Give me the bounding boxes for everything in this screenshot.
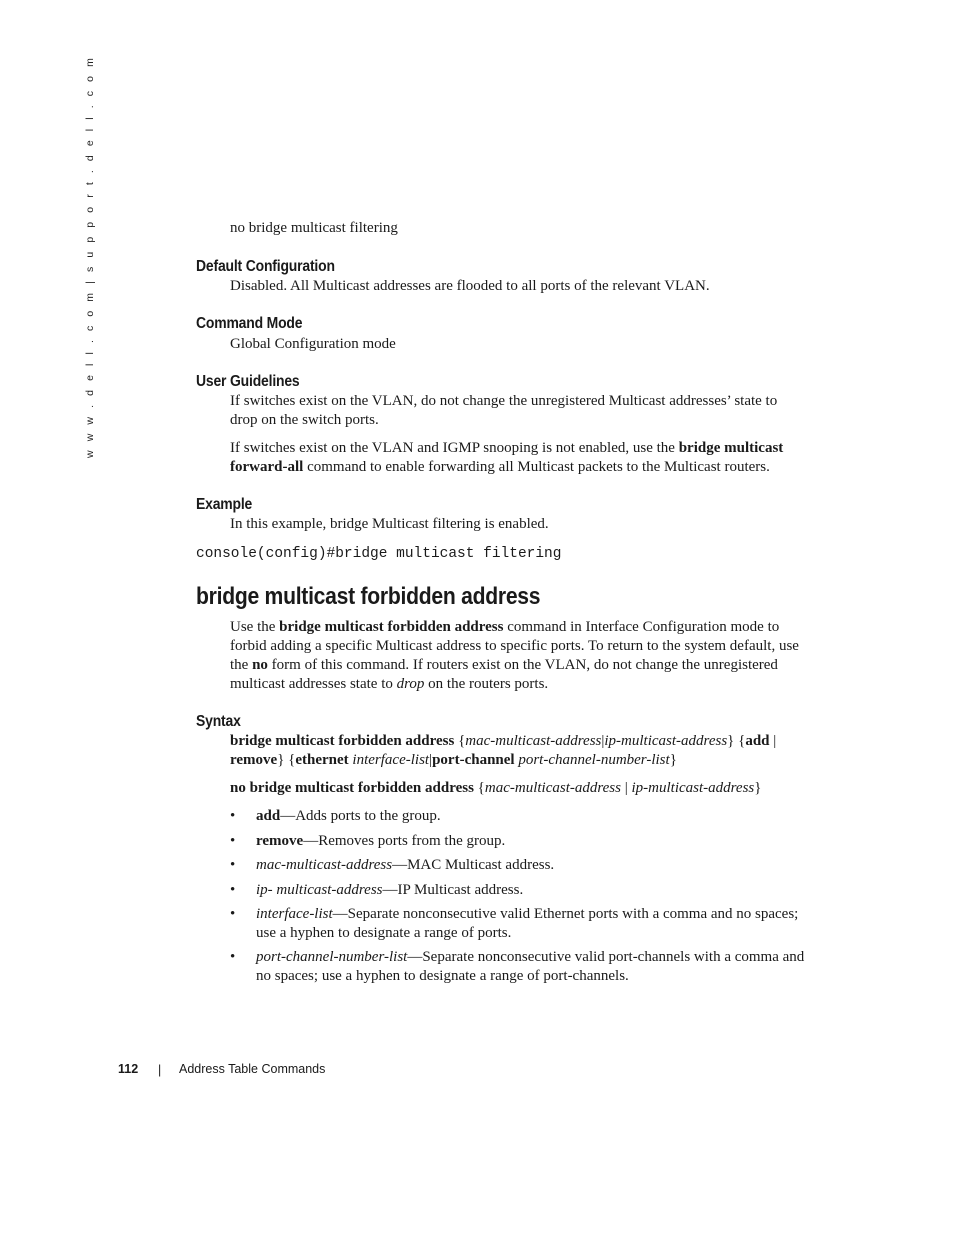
syntax-heading: Syntax: [196, 713, 241, 730]
list-item: • remove—Removes ports from the group.: [230, 832, 506, 849]
command-mode-heading: Command Mode: [196, 315, 303, 332]
list-item: • interface-list—Separate nonconsecutive valid Ethernet ports with a comma and no spaces; use a hyphen to designate a range of ports.: [230, 906, 799, 941]
page-footer: [118, 1062, 326, 1078]
user-guidelines-p2: If switches exist on the VLAN and IGMP snooping is not enabled, use the bridge multicast forward-all command to enable forwarding all Multicast packets to the Multicast routers.: [230, 440, 784, 475]
side-url: w w w . d e l l . c o m | s u p p o r t . d e l l . c o m: [84, 55, 96, 458]
command-title: bridge multicast forbidden address: [196, 583, 541, 610]
example-code: console(config)#bridge multicast filtering: [196, 546, 562, 562]
user-guidelines-heading: User Guidelines: [196, 373, 300, 390]
command-mode-text: Global Configuration mode: [230, 336, 396, 352]
footer-separator: |: [158, 1063, 162, 1077]
forward-all-command: bridge multicast forward-all: [230, 440, 784, 475]
example-heading: Example: [196, 496, 253, 513]
syntax-line-2: no bridge multicast forbidden address {mac-multicast-address | ip-multicast-address}: [230, 780, 762, 796]
example-text: In this example, bridge Multicast filtering is enabled.: [230, 516, 549, 532]
list-item: • ip- multicast-address—IP Multicast address.: [230, 881, 524, 898]
user-guidelines-p1: If switches exist on the VLAN, do not change the unregistered Multicast addresses’ state to drop on the switch ports.: [230, 393, 778, 428]
footer-section-title: Address Table Commands: [179, 1062, 326, 1076]
page-number: 112: [118, 1062, 139, 1076]
default-configuration-heading: Default Configuration: [196, 258, 335, 275]
command-description: Use the bridge multicast forbidden address command in Interface Configuration mode to forbid adding a specific Multicast address to specific ports. To return to the system default, use the no form of this command. If routers exist on the VLAN, do not change the unregistered multicast addresses state to drop on the routers ports.: [230, 619, 799, 692]
list-item: • mac-multicast-address—MAC Multicast address.: [230, 857, 555, 873]
default-configuration-text: Disabled. All Multicast addresses are flooded to all ports of the relevant VLAN.: [230, 278, 710, 294]
list-item: • port-channel-number-list—Separate nonconsecutive valid port-channels with a comma and no spaces; use a hyphen to designate a range of port-channels.: [230, 949, 805, 984]
list-item: • add—Adds ports to the group.: [230, 808, 441, 824]
syntax-line-1: bridge multicast forbidden address {mac-multicast-address|ip-multicast-address} {add | remove} {ethernet interface-list|port-channel port-channel-number-list}: [230, 733, 777, 768]
no-form-syntax: no bridge multicast filtering: [230, 220, 398, 236]
parameter-list: [230, 807, 805, 991]
